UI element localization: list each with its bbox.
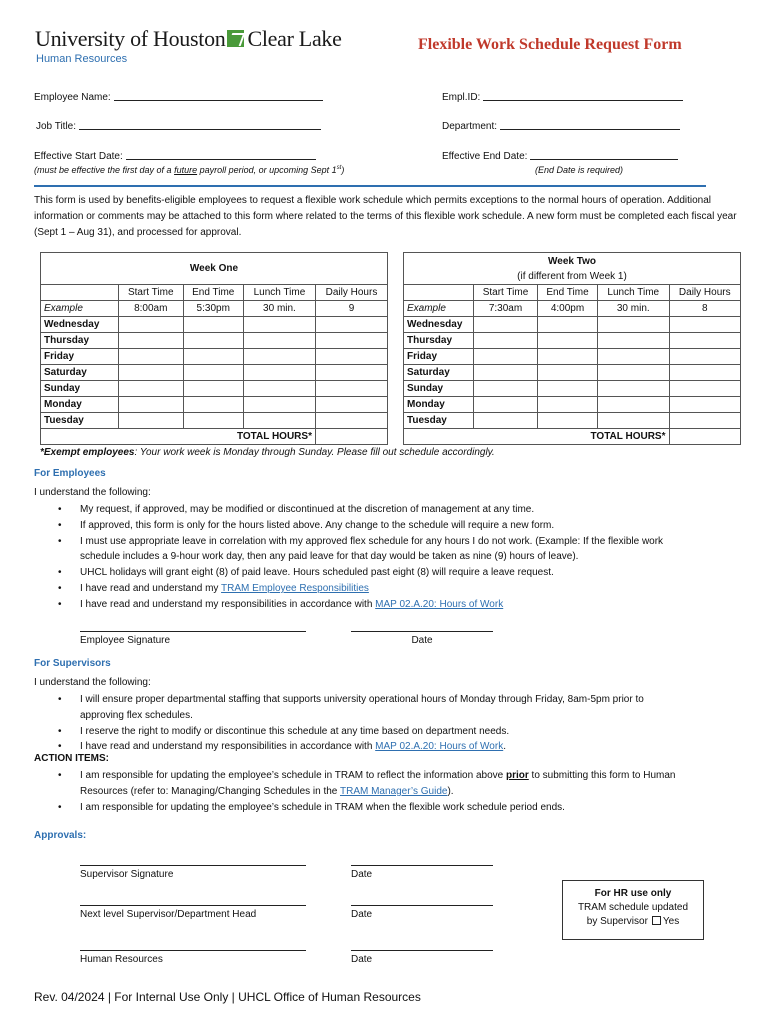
col-daily-hours: Daily Hours <box>315 285 387 301</box>
supervisor-signature-label: Supervisor Signature <box>80 869 174 880</box>
total-hours-cell[interactable] <box>315 429 387 445</box>
table-row <box>41 349 388 365</box>
logo-mark-icon <box>227 30 244 47</box>
schedule-cell[interactable] <box>669 333 741 349</box>
end-date-note: (End Date is required) <box>535 165 624 175</box>
logo-subtitle: Human Resources <box>36 53 128 65</box>
hr-box-title: For HR use only <box>594 888 672 899</box>
end-date-label: Effective End Date: <box>442 151 528 162</box>
hr-signature-field[interactable] <box>80 941 306 965</box>
schedule-cell[interactable] <box>474 365 538 381</box>
hr-box-line1: TRAM schedule updated <box>577 902 689 913</box>
table-row <box>41 381 388 397</box>
hr-signature-label: Human Resources <box>80 954 163 965</box>
schedule-cell[interactable] <box>474 381 538 397</box>
schedule-cell[interactable] <box>598 349 669 365</box>
col-lunch-time: Lunch Time <box>243 285 315 301</box>
col-start-time: Start Time <box>474 285 538 301</box>
schedule-cell[interactable] <box>119 349 184 365</box>
job-title-label: Job Title: <box>36 121 77 132</box>
table-row <box>404 381 741 397</box>
intro-paragraph: This form is used by benefits-eligible employees to request a flexible work schedule which permits exceptions to the normal hours of operation. Additional information or comments may be attached to this form where related to the terms of this flexible work schedule. A new form must be completed each fiscal year (Sept 1 – Aug 31), and processed for approval. <box>34 195 737 238</box>
approvals-heading: Approvals: <box>34 830 87 841</box>
table-row <box>41 397 388 413</box>
table-row <box>404 333 741 349</box>
schedule-cell[interactable] <box>243 365 315 381</box>
hr-date-field[interactable] <box>351 941 493 965</box>
schedule-cell[interactable] <box>183 365 243 381</box>
schedule-cell[interactable] <box>119 413 184 429</box>
schedule-cell[interactable] <box>183 333 243 349</box>
example-hours: 9 <box>315 301 387 317</box>
example-label: Example <box>41 301 119 317</box>
day-label: Tuesday <box>404 413 474 429</box>
employee-date-label: Date <box>411 635 433 646</box>
example-end: 4:00pm <box>538 301 598 317</box>
employee-date-field[interactable] <box>351 622 493 646</box>
example-lunch: 30 min. <box>243 301 315 317</box>
total-hours-label: TOTAL HOURS* <box>404 429 670 445</box>
schedule-cell[interactable] <box>598 317 669 333</box>
supervisor-date-field[interactable] <box>351 856 493 880</box>
tram-manager-guide-link[interactable]: TRAM Manager’s Guide <box>339 785 448 797</box>
list-item: • UHCL holidays will grant eight (8) of paid leave. Hours scheduled past eight (8) will require a leave request. <box>56 565 663 581</box>
logo-text-left: University of Houston <box>35 26 226 51</box>
schedule-cell[interactable] <box>669 349 741 365</box>
schedule-cell[interactable] <box>598 413 669 429</box>
list-item: • If approved, this form is only for the hours listed above. Any change to the schedule will require a new form. <box>56 518 663 534</box>
day-label: Sunday <box>404 381 474 397</box>
footer-text: Rev. 04/2024 | For Internal Use Only | UHCL Office of Human Resources <box>34 990 421 1004</box>
col-end-time: End Time <box>183 285 243 301</box>
total-hours-cell[interactable] <box>669 429 741 445</box>
end-date-field[interactable] <box>442 150 678 162</box>
schedule-cell[interactable] <box>243 413 315 429</box>
table-row <box>404 397 741 413</box>
schedule-cell[interactable] <box>538 397 598 413</box>
week-two-title: Week Two <box>548 256 596 267</box>
schedule-cell[interactable] <box>538 365 598 381</box>
hr-date-label: Date <box>351 954 373 965</box>
tram-employee-link[interactable]: TRAM Employee Responsibilities <box>221 582 369 594</box>
map-hours-link[interactable]: MAP 02.A.20: Hours of Work <box>375 741 504 753</box>
schedule-cell[interactable] <box>243 349 315 365</box>
example-start: 7:30am <box>474 301 538 317</box>
schedule-cell[interactable] <box>669 365 741 381</box>
start-date-note: (must be effective the first day of a future payroll period, or upcoming Sept 1st) <box>34 165 345 175</box>
table-row <box>404 413 741 429</box>
dept-head-date-label: Date <box>351 909 373 920</box>
schedule-cell[interactable] <box>183 317 243 333</box>
supervisors-intro: I understand the following: <box>34 677 151 688</box>
schedule-cell[interactable] <box>243 397 315 413</box>
col-end-time: End Time <box>538 285 598 301</box>
example-hours: 8 <box>669 301 741 317</box>
schedule-cell[interactable] <box>315 413 387 429</box>
schedule-cell[interactable] <box>538 413 598 429</box>
list-item: • I must use appropriate leave in correlation with my approved flex schedule for any hours I do not work. (Example: If the flexible work schedule includes a 9-hour work day, then any paid leave for that day would be taken as nine (9) hours of leave). <box>56 534 663 566</box>
schedule-cell[interactable] <box>538 333 598 349</box>
schedule-cell[interactable] <box>669 381 741 397</box>
table-row <box>404 349 741 365</box>
form-title: Flexible Work Schedule Request Form <box>418 36 682 53</box>
schedule-cell[interactable] <box>669 317 741 333</box>
table-row <box>41 413 388 429</box>
schedule-cell[interactable] <box>315 397 387 413</box>
list-item: • I will ensure proper departmental staffing that supports university operational hours of Monday through Friday, 8am-5pm prior to approving flex schedules. <box>56 692 644 724</box>
schedule-cell[interactable] <box>315 333 387 349</box>
list-item: • I am responsible for updating the employee’s schedule in TRAM to reflect the information above prior to submitting this form to Human Resources (refer to: Managing/Changing Schedules in the TRAM Manager’s Guide). <box>56 768 676 800</box>
section-divider <box>34 185 706 187</box>
list-item: • I reserve the right to modify or discontinue this schedule at any time based on department needs. <box>56 724 644 740</box>
schedule-cell[interactable] <box>669 397 741 413</box>
department-label: Department: <box>442 121 498 132</box>
table-row <box>404 317 741 333</box>
schedule-cell[interactable] <box>538 317 598 333</box>
day-label: Friday <box>41 349 119 365</box>
action-items-heading: ACTION ITEMS: <box>34 753 109 764</box>
schedule-cell[interactable] <box>119 365 184 381</box>
example-end: 5:30pm <box>183 301 243 317</box>
week-two-table <box>403 252 741 445</box>
week-two-title-cell <box>404 253 741 285</box>
schedule-cell[interactable] <box>183 381 243 397</box>
schedule-cell[interactable] <box>243 381 315 397</box>
day-label: Thursday <box>404 333 474 349</box>
empl-id-label: Empl.ID: <box>442 92 481 103</box>
schedule-cell[interactable] <box>183 349 243 365</box>
yes-checkbox[interactable] <box>652 916 661 925</box>
schedule-cell[interactable] <box>538 349 598 365</box>
total-hours-label: TOTAL HOURS* <box>41 429 316 445</box>
week-two-subtitle: (if different from Week 1) <box>517 271 627 282</box>
list-item: • I have read and understand my TRAM Employee Responsibilities <box>56 581 663 597</box>
department-field[interactable] <box>442 120 680 132</box>
day-label: Monday <box>404 397 474 413</box>
week-one-table <box>40 252 388 445</box>
col-lunch-time: Lunch Time <box>598 285 669 301</box>
exempt-note: *Exempt employees: Your work week is Monday through Sunday. Please fill out schedule accordingly. <box>40 447 495 458</box>
day-label: Saturday <box>41 365 119 381</box>
hr-box-line2: by Supervisor Yes <box>586 916 680 927</box>
start-date-field[interactable] <box>34 150 316 162</box>
list-item: • I am responsible for updating the employee’s schedule in TRAM when the flexible work schedule period ends. <box>56 800 676 816</box>
week-one-title: Week One <box>41 253 388 285</box>
supervisors-heading: For Supervisors <box>34 658 111 669</box>
schedule-cell[interactable] <box>474 413 538 429</box>
schedule-cell[interactable] <box>598 333 669 349</box>
table-row <box>41 333 388 349</box>
day-label: Monday <box>41 397 119 413</box>
employees-intro: I understand the following: <box>34 487 151 498</box>
start-date-label: Effective Start Date: <box>34 151 123 162</box>
schedule-cell[interactable] <box>474 349 538 365</box>
university-logo <box>35 26 342 52</box>
day-label: Saturday <box>404 365 474 381</box>
dept-head-date-field[interactable] <box>351 896 493 920</box>
list-item: • I have read and understand my responsibilities in accordance with MAP 02.A.20: Hours of Work. <box>56 739 644 755</box>
employee-signature-label: Employee Signature <box>80 635 171 646</box>
employee-name-field[interactable] <box>34 91 323 103</box>
schedule-cell[interactable] <box>598 365 669 381</box>
schedule-cell[interactable] <box>119 381 184 397</box>
table-row <box>41 317 388 333</box>
table-row <box>404 365 741 381</box>
schedule-cell[interactable] <box>119 317 184 333</box>
empl-id-field[interactable] <box>442 91 683 103</box>
schedule-cell[interactable] <box>119 333 184 349</box>
day-label: Sunday <box>41 381 119 397</box>
employees-heading: For Employees <box>34 468 106 479</box>
schedule-cell[interactable] <box>243 333 315 349</box>
dept-head-signature-label: Next level Supervisor/Department Head <box>80 909 257 920</box>
supervisors-list <box>56 692 644 755</box>
map-hours-link[interactable]: MAP 02.A.20: Hours of Work <box>375 598 504 610</box>
day-label: Wednesday <box>404 317 474 333</box>
schedule-cell[interactable] <box>315 317 387 333</box>
schedule-cell[interactable] <box>598 381 669 397</box>
list-item: • My request, if approved, may be modified or discontinued at the discretion of management at any time. <box>56 502 663 518</box>
action-items-list <box>56 768 676 815</box>
job-title-field[interactable] <box>36 120 321 132</box>
supervisor-signature-field[interactable] <box>80 856 306 880</box>
schedule-cell[interactable] <box>119 397 184 413</box>
schedule-cell[interactable] <box>183 397 243 413</box>
col-start-time: Start Time <box>119 285 184 301</box>
day-label: Tuesday <box>41 413 119 429</box>
schedule-cell[interactable] <box>315 349 387 365</box>
schedule-cell[interactable] <box>474 333 538 349</box>
schedule-cell[interactable] <box>474 397 538 413</box>
day-label: Friday <box>404 349 474 365</box>
schedule-cell[interactable] <box>315 381 387 397</box>
example-lunch: 30 min. <box>598 301 669 317</box>
example-start: 8:00am <box>119 301 184 317</box>
schedule-cell[interactable] <box>315 365 387 381</box>
day-label: Wednesday <box>41 317 119 333</box>
col-daily-hours: Daily Hours <box>669 285 741 301</box>
employees-list <box>56 502 663 613</box>
list-item: • I have read and understand my responsibilities in accordance with MAP 02.A.20: Hours of Work <box>56 597 663 613</box>
schedule-cell[interactable] <box>474 317 538 333</box>
day-label: Thursday <box>41 333 119 349</box>
example-label: Example <box>404 301 474 317</box>
supervisor-date-label: Date <box>351 869 373 880</box>
table-row <box>41 365 388 381</box>
employee-name-label: Employee Name: <box>34 92 111 103</box>
logo-text-right: Clear Lake <box>247 26 342 51</box>
schedule-cell[interactable] <box>183 413 243 429</box>
schedule-cell[interactable] <box>538 381 598 397</box>
schedule-cell[interactable] <box>669 413 741 429</box>
schedule-cell[interactable] <box>243 317 315 333</box>
dept-head-signature-field[interactable] <box>80 896 306 920</box>
hr-use-box <box>562 880 704 940</box>
employee-signature-field[interactable] <box>80 622 306 646</box>
schedule-cell[interactable] <box>598 397 669 413</box>
